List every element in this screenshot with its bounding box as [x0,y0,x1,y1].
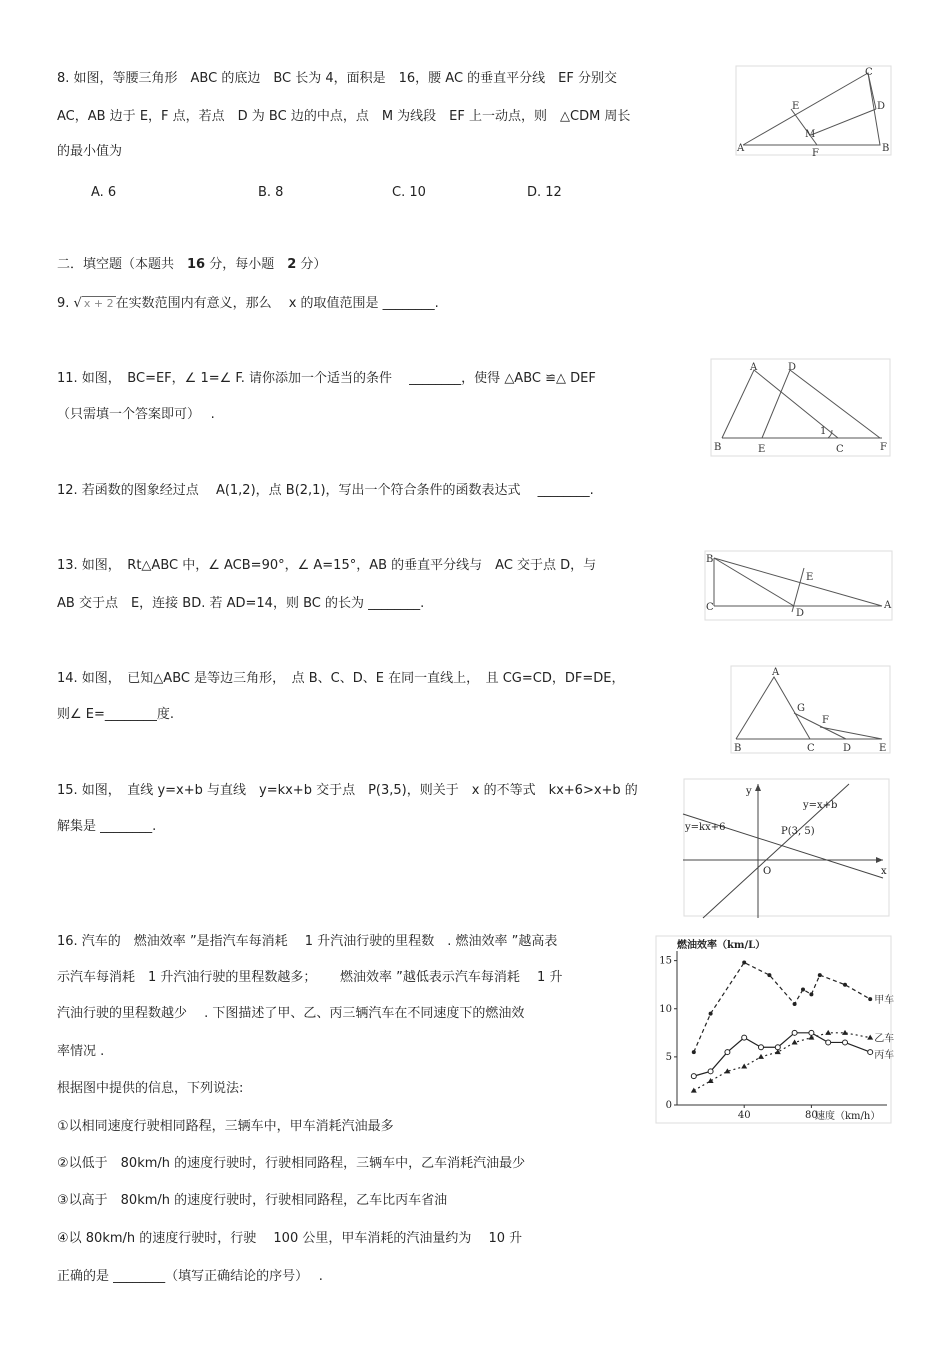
chart-point [708,1069,713,1074]
chart-point [741,1064,747,1069]
chart-y-tick-label: 5 [665,1051,672,1063]
q14-line-2: 则∠ E=________度. [57,707,175,722]
q14-label-b: B [734,743,742,754]
q16-line-3: 汽油行驶的里程数越少 . 下图描述了甲、乙、丙三辆汽车在不同速度下的燃油效 [57,1006,525,1021]
q8-label-a: A [737,143,745,154]
q8-label-e: E [792,101,800,112]
chart-series-line-3 [694,1033,870,1076]
q11-label-c: C [836,444,844,455]
q14-label-c: C [807,743,815,754]
chart-point [809,992,813,996]
q13-label-a: A [884,600,892,611]
q8-label-b: B [882,143,890,154]
section-2-heading: 二．填空题（本题共 16 分，每小题 2 分） [57,257,327,272]
q11-label-b: B [714,442,722,453]
chart-series [691,961,894,1093]
chart-x-label: 速度（km/h） [815,1111,881,1122]
q16-statement-1: ①以相同速度行驶相同路程，三辆车中，甲车消耗汽油最多 [57,1119,394,1134]
chart-point [843,983,847,987]
q16-statement-4: ④以 80km/h 的速度行驶时，行驶 100 公里，甲车消耗的汽油量约为 10 升 [57,1231,523,1246]
chart-point [742,1035,747,1040]
q16-line-2: 示汽车每消耗 1 升汽油行驶的里程数越多； 燃油效率 ”越低表示汽车每消耗 1 升 [57,970,563,985]
chart-point [868,997,872,1001]
chart-series-label-2: 乙车 [874,1033,895,1045]
q13-label-d: D [796,608,805,619]
q9-radicand: x + 2 [83,297,114,310]
q8-label-m: M [805,129,816,140]
chart-point [742,961,746,965]
chart-point [792,1030,797,1035]
chart-series-label-3: 丙车 [874,1050,895,1062]
q13-label-c: C [706,602,714,613]
chart-point [868,1050,873,1055]
chart-point [691,1074,696,1079]
q16-line-5: 根据图中提供的信息，下列说法: [57,1081,244,1096]
q16-answer-line: 正确的是 ________（填写正确结论的序号） . [57,1269,323,1284]
q15-label-x-axis: x [881,866,887,877]
q13-line-1: 13. 如图， Rt△ABC 中，∠ ACB=90°，∠ A=15°，AB 的垂直平分线与 AC 交于点 D，与 [57,558,597,573]
q15-label-line-kx6: y=kx+6 [685,822,726,833]
q8-figure [735,65,893,157]
q14-label-e: E [879,743,887,754]
chart-point [725,1050,730,1055]
q8-line-3: 的最小值为 [57,144,123,159]
chart-point [708,1078,714,1083]
q11-line-1: 11. 如图， BC=EF，∠ 1=∠ F. 请你添加一个适当的条件 ________，使得 △ABC ≌△ DEF [57,371,596,386]
chart-point [792,1039,798,1044]
q8-line-2: AC，AB 边于 E，F 点，若点 D 为 BC 边的中点，点 M 为线段 EF 上一动点，则 △CDM 周长 [57,109,631,124]
q15-label-o: O [763,866,772,877]
chart-point [842,1030,848,1035]
sqrt-symbol: √ [73,296,82,311]
chart-y-tick-label: 15 [659,955,672,967]
q11-label-a: A [750,362,758,373]
q11-label-f: F [880,442,887,453]
q11-label-e: E [758,444,766,455]
q11-figure [710,358,892,458]
chart-point [709,1012,713,1016]
chart-point [843,1040,848,1045]
fuel-efficiency-chart [655,935,895,1125]
q8-label-c: C [865,67,873,78]
q11-label-1: 1 [820,426,827,437]
chart-point [759,1045,764,1050]
q8-option-d: D. 12 [527,185,562,200]
q14-label-d: D [843,743,852,754]
q12-line: 12. 若函数的图象经过点 A(1,2)，点 B(2,1)，写出一个符合条件的函数表达式 ________. [57,483,594,498]
q14-line-1: 14. 如图， 已知△ABC 是等边三角形， 点 B、C、D、E 在同一直线上， 且 CG=CD，DF=DE， [57,671,625,686]
q14-label-f: F [822,715,829,726]
chart-point [818,973,822,977]
chart-point [775,1045,780,1050]
chart-y-tick-label: 0 [665,1100,672,1111]
q15-label-line-xb: y=x+b [803,800,838,811]
q16-statement-2: ②以低于 80km/h 的速度行驶时，行驶相同路程，三辆车中，乙车消耗汽油最少 [57,1156,526,1171]
chart-axes [659,951,887,1121]
q16-line-1: 16. 汽车的 燃油效率 ”是指汽车每消耗 1 升汽油行驶的里程数 . 燃油效率 ”越高表 [57,934,558,949]
chart-point [801,988,805,992]
q16-line-4: 率情况 . [57,1044,105,1059]
chart-point [767,973,771,977]
q15-label-p: P(3, 5) [781,826,815,837]
q9-line: 9. √ x + 2 在实数范围内有意义，那么 x 的取值范围是 ________. [57,296,439,311]
chart-point [825,1030,831,1035]
chart-y-tick-label: 10 [659,1003,672,1015]
chart-point [809,1030,814,1035]
q14-label-g: G [797,703,805,714]
q15-line-1: 15. 如图， 直线 y=x+b 与直线 y=kx+b 交于点 P(3,5)，则关于 x 的不等式 kx+6>x+b 的 [57,783,638,798]
q8-label-f: F [812,148,819,159]
q15-figure [683,778,890,918]
q8-option-c: C. 10 [392,185,426,200]
q13-label-e: E [806,572,814,583]
q15-line-2: 解集是 ________. [57,819,157,834]
chart-series-label-1: 甲车 [874,995,895,1007]
q8-line-1: 8. 如图，等腰三角形 ABC 的底边 BC 长为 4，面积是 16，腰 AC 的垂直平分线 EF 分别交 [57,71,618,86]
q14-figure [730,665,892,755]
q11-line-2: （只需填一个答案即可） . [57,407,215,422]
q13-line-2: AB 交于点 E，连接 BD. 若 AD=14，则 BC 的长为 ________. [57,596,425,611]
chart-point [691,1088,697,1093]
q8-label-d: D [877,101,886,112]
q8-option-a: A. 6 [91,185,117,200]
chart-x-tick-label: 40 [737,1110,751,1121]
q14-label-a: A [772,667,780,678]
q8-option-b: B. 8 [258,185,284,200]
q15-label-y-axis: y [746,786,752,797]
q13-figure [704,550,894,622]
q16-statement-3: ③以高于 80km/h 的速度行驶时，行驶相同路程，乙车比丙车省油 [57,1193,448,1208]
q11-label-d: D [788,362,797,373]
chart-point [826,1040,831,1045]
q13-label-b: B [706,554,714,565]
chart-x-tick-label: 80 [805,1110,818,1121]
chart-point [793,1002,797,1006]
chart-point [867,1035,873,1040]
chart-point [758,1054,764,1059]
chart-series-line-1 [694,963,870,1053]
chart-point [692,1050,696,1054]
chart-title: 燃油效率（km/L） [677,940,766,951]
